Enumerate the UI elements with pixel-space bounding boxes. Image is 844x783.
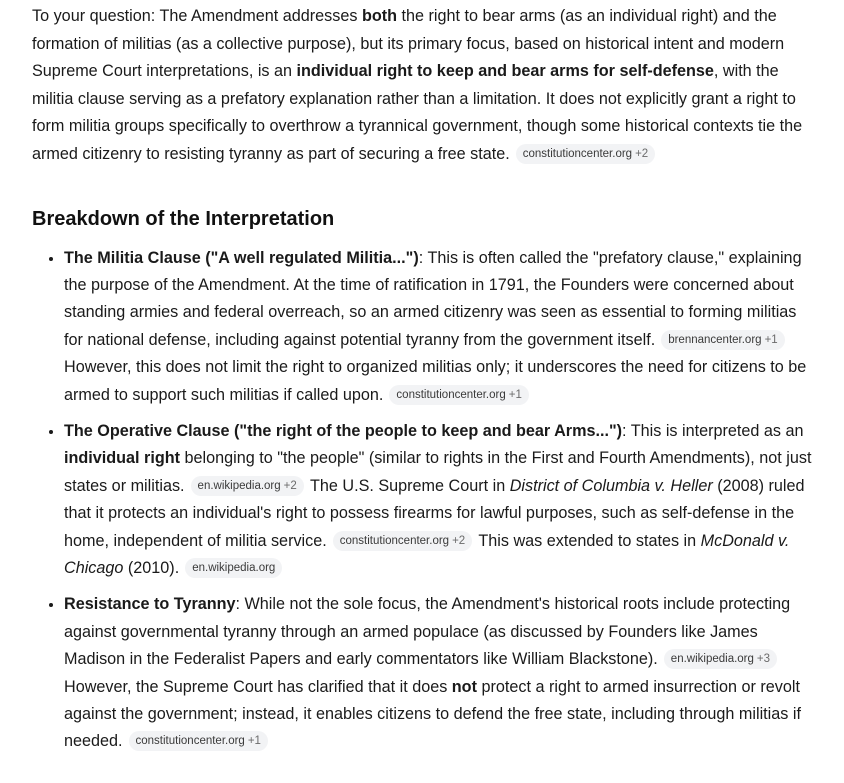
interpretation-list bbox=[32, 245, 812, 756]
case-name-mcdonald: McDonald v. Chicago bbox=[64, 531, 790, 578]
bullet-text: : This is often called the "prefatory clause," explaining the purpose of the Amendment. At the time of ratification in 1791, the Founders were concerned about standing armies and federal overreach, so an armed citizenry was seen as essential to forming militias for national defense, including against potential tyranny from the government itself. bbox=[64, 248, 802, 349]
citation-chip[interactable] bbox=[333, 531, 472, 551]
bullet-text: protect a right to armed insurrection or revolt against the government; instead, it enables citizens to defend the free state, including through militias if needed. bbox=[64, 677, 801, 751]
citation-more-count: +2 bbox=[635, 147, 649, 160]
citation-more-count: +1 bbox=[247, 735, 261, 748]
bullet-text: However, this does not limit the right to organized militias only; it underscores the need for citizens to be armed to support such militias if called upon. bbox=[64, 358, 807, 404]
citation-source: brennancenter.org bbox=[668, 333, 762, 346]
bullet-bold-phrase: individual right bbox=[64, 449, 181, 468]
citation-chip[interactable] bbox=[516, 144, 655, 164]
citation-source: en.wikipedia.org bbox=[197, 479, 281, 492]
list-item-operative-clause bbox=[64, 418, 812, 582]
list-item-resistance-to-tyranny bbox=[64, 591, 812, 755]
section-heading: Breakdown of the Interpretation bbox=[32, 207, 335, 230]
citation-chip[interactable] bbox=[129, 731, 268, 751]
intro-text: , with the militia clause serving as a prefatory explanation rather than a limitation. It does not explicitly grant a right to form militia groups specifically to overthrow a tyrannical government, though some historical contexts tie the armed citizenry to resisting tyranny as part of securing a free state. bbox=[32, 62, 803, 163]
bullet-text: : This is interpreted as an bbox=[622, 422, 804, 440]
citation-source: en.wikipedia.org bbox=[670, 653, 754, 666]
citation-source: constitutioncenter.org bbox=[135, 735, 245, 748]
bullet-text: However, the Supreme Court has clarified that it does bbox=[64, 677, 452, 696]
citation-chip[interactable] bbox=[389, 385, 528, 405]
list-item-militia-clause bbox=[64, 245, 812, 409]
bullet-text: : While not the sole focus, the Amendment's historical roots include protecting against governmental tyranny through an armed populace (as discussed by Founders like James Madison in the Federalist Papers and early commentators like William Blackstone). bbox=[64, 595, 791, 669]
intro-text: the right to bear arms (as an individual right) and the formation of militias (as a collective purpose), but its primary focus, based on historical intent and modern Supreme Court interpretations, is an bbox=[32, 7, 785, 81]
intro-text: To your question: The Amendment addresses bbox=[32, 7, 362, 25]
case-name-heller: District of Columbia v. Heller bbox=[509, 476, 713, 495]
bullet-text: (2008) ruled that it protects an individual's right to possess firearms for lawful purposes, such as self-defense in the home, independent of militia service. bbox=[64, 476, 805, 550]
intro-bold-individual-right: individual right to keep and bear arms for self-defense bbox=[296, 62, 714, 81]
citation-more-count: +1 bbox=[508, 388, 522, 401]
bullet-text: The U.S. Supreme Court in bbox=[305, 476, 510, 495]
citation-more-count: +2 bbox=[283, 479, 297, 492]
bullet-text: belonging to "the people" (similar to rights in the First and Fourth Amendments), not just states or militias. bbox=[64, 449, 812, 495]
bullet-title: The Militia Clause ("A well regulated Militia...") bbox=[64, 248, 419, 267]
citation-chip[interactable] bbox=[191, 476, 304, 496]
bullet-title: Resistance to Tyranny bbox=[64, 595, 236, 614]
citation-source: constitutioncenter.org bbox=[522, 147, 633, 160]
bullet-title: The Operative Clause ("the right of the people to keep and bear Arms...") bbox=[64, 422, 623, 440]
citation-source: constitutioncenter.org bbox=[339, 534, 450, 547]
intro-bold-both: both bbox=[361, 7, 397, 25]
citation-chip[interactable] bbox=[664, 649, 777, 669]
citation-source: constitutioncenter.org bbox=[396, 388, 506, 401]
bullet-text: This was extended to states in bbox=[474, 531, 701, 550]
citation-chip[interactable] bbox=[661, 330, 784, 350]
bullet-text: (2010). bbox=[123, 559, 180, 578]
bullet-bold-phrase: not bbox=[451, 677, 477, 696]
intro-paragraph bbox=[32, 3, 812, 169]
citation-chip[interactable] bbox=[185, 558, 282, 578]
citation-more-count: +2 bbox=[452, 534, 466, 547]
citation-source: en.wikipedia.org bbox=[192, 562, 276, 575]
citation-more-count: +3 bbox=[756, 653, 771, 666]
citation-more-count: +1 bbox=[764, 333, 778, 346]
